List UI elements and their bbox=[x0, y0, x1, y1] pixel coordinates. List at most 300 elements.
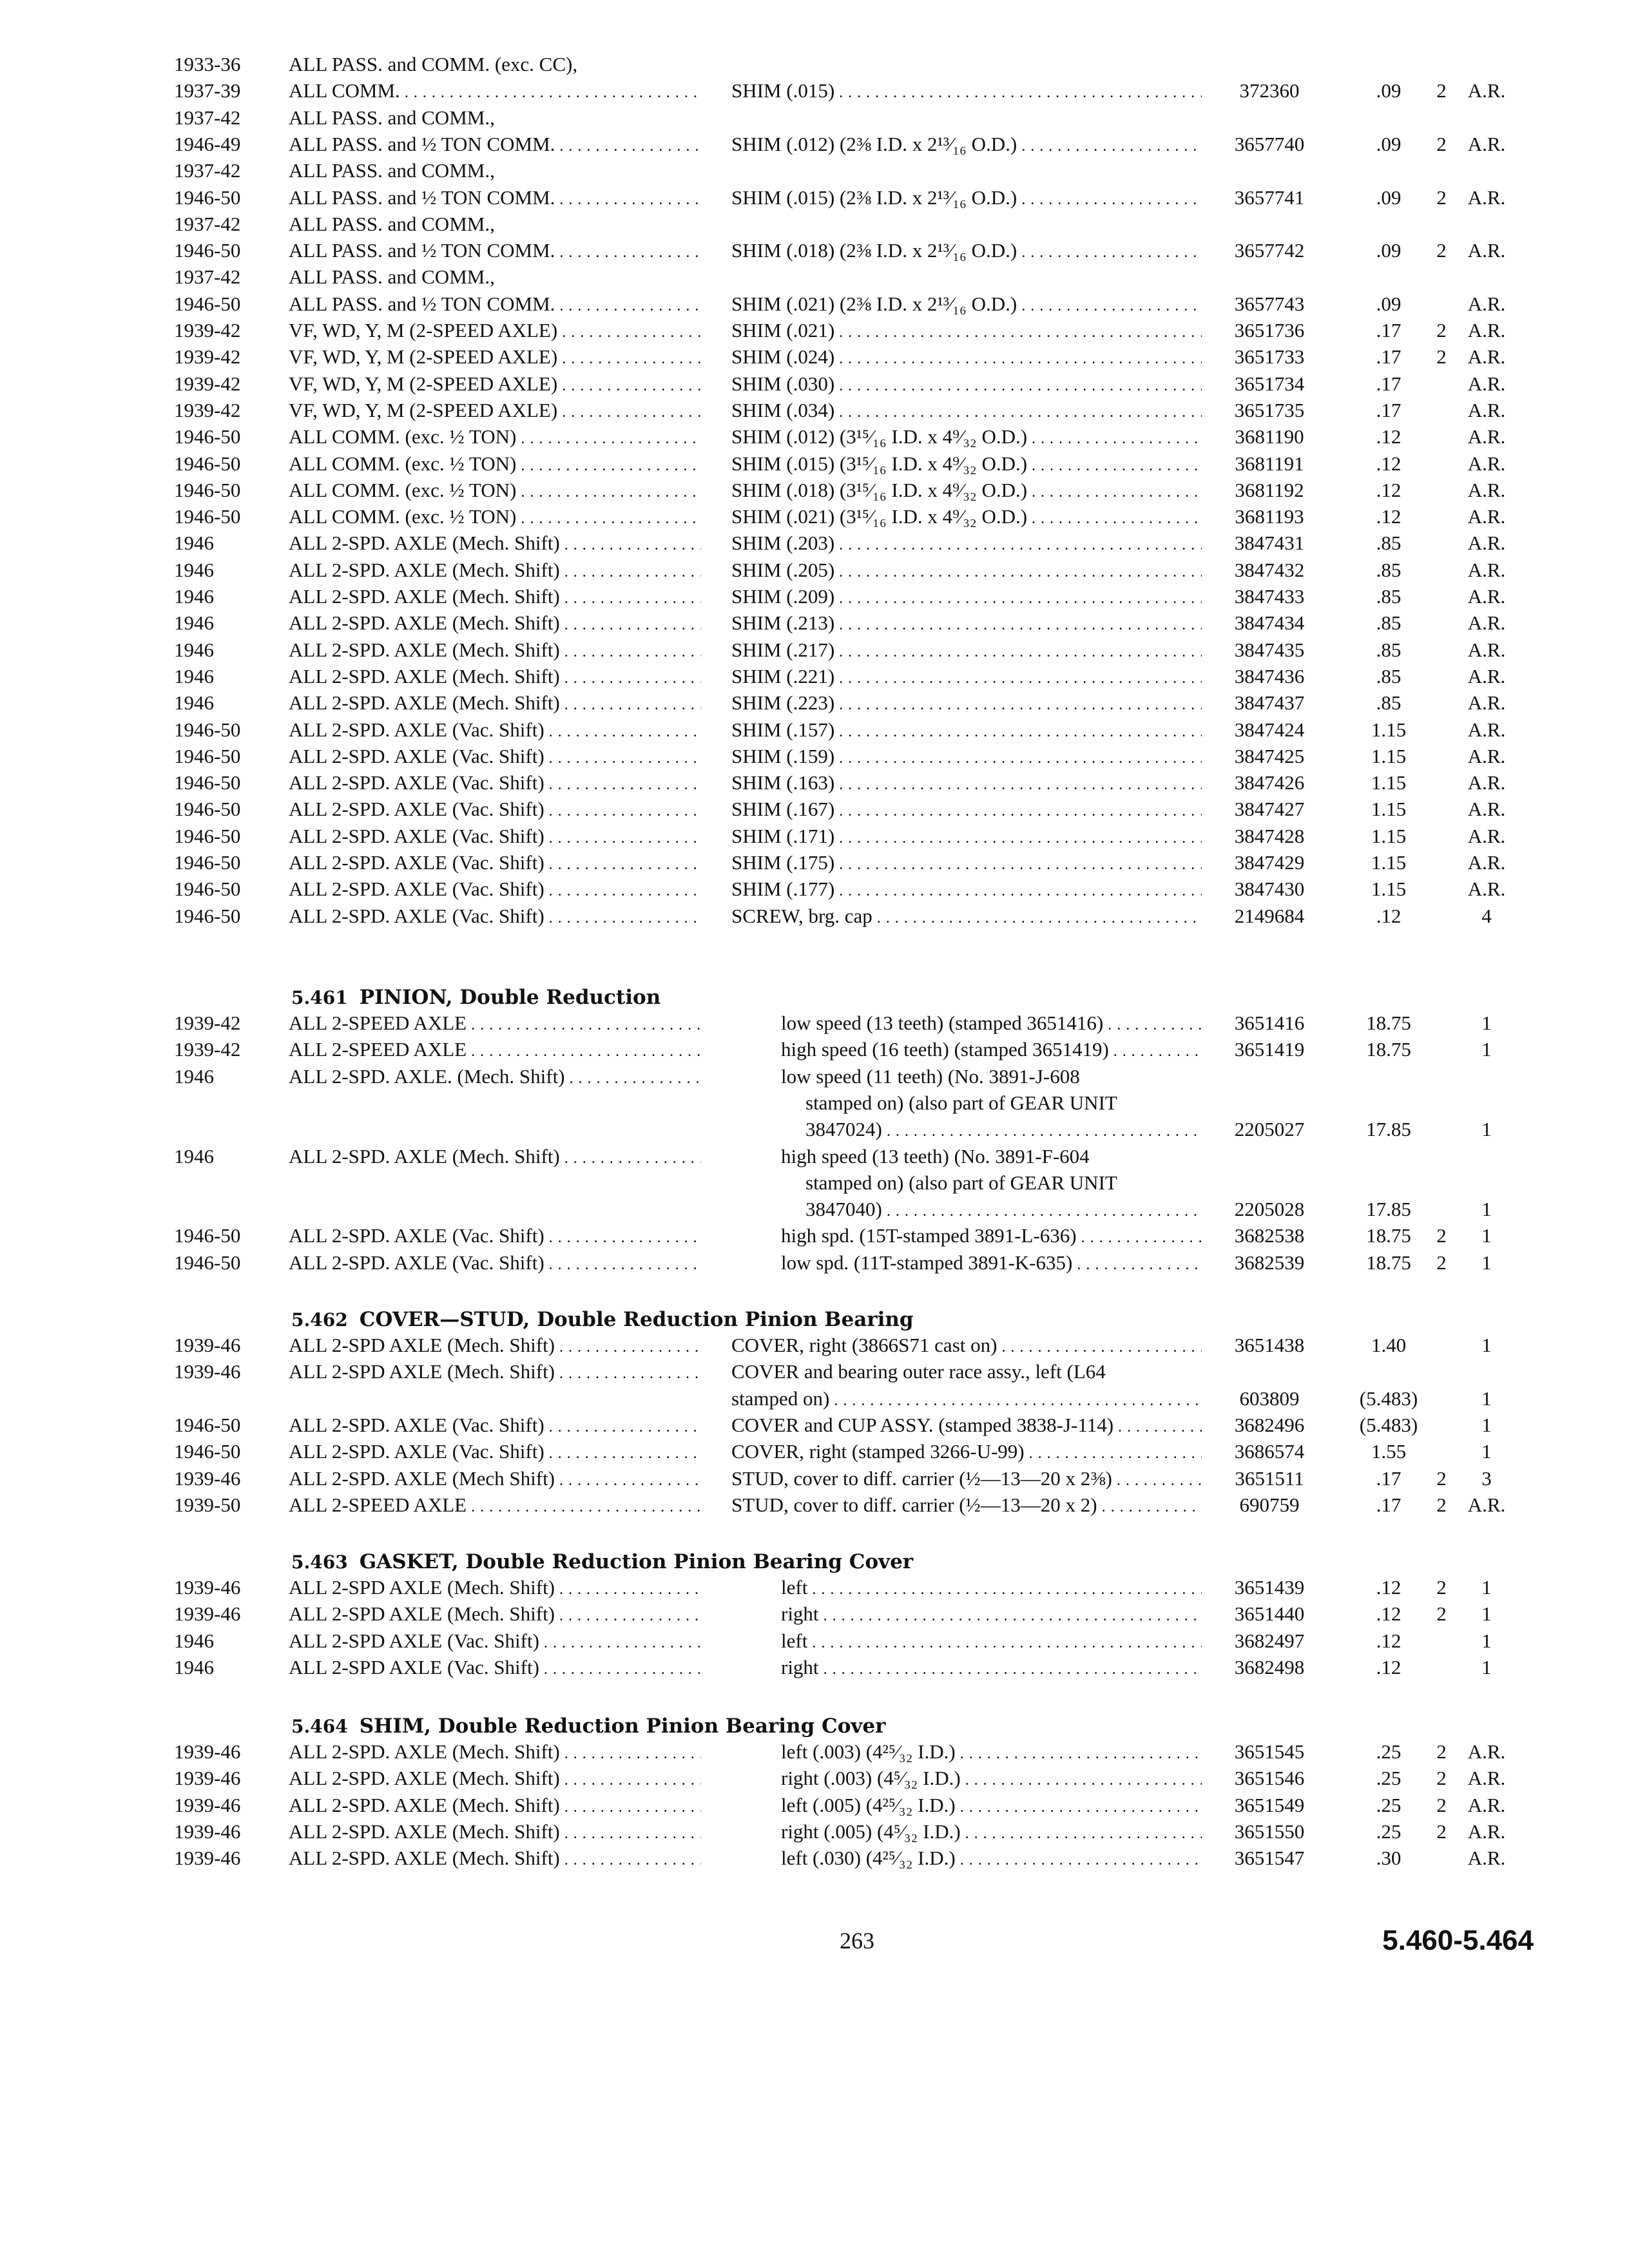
part-number-cell: 3681191 bbox=[1235, 452, 1304, 475]
table-row bbox=[0, 504, 1629, 530]
part-number-cell: 3682498 bbox=[1234, 1656, 1305, 1678]
usage-cell: A.R. bbox=[1467, 825, 1506, 847]
model-cell: ALL 2-SPD AXLE (Vac. Shift) . . . bbox=[289, 1655, 701, 1682]
model-cell: ALL 2-SPD. AXLE (Mech. Shift) . . . bbox=[289, 610, 701, 638]
description-cell: low spd. (11T-stamped 3891-K-635) . . . bbox=[781, 1250, 1202, 1278]
description-cell: right . . . bbox=[781, 1655, 1202, 1682]
description-cell: low speed (11 teeth) (No. 3891-J-608 bbox=[781, 1065, 1080, 1088]
part-number-cell: 3847424 bbox=[1234, 718, 1305, 741]
part-number-cell: 3847427 bbox=[1234, 798, 1305, 820]
description-cell: SHIM (.177) . . . bbox=[731, 876, 1202, 904]
table-row bbox=[0, 1037, 1629, 1062]
table-row bbox=[0, 1739, 1629, 1765]
part-number-cell: 3657742 bbox=[1234, 239, 1305, 262]
price-cell: 1.15 bbox=[1371, 878, 1407, 900]
part-number-cell: 3847434 bbox=[1234, 611, 1305, 634]
part-number-cell: 3686574 bbox=[1234, 1440, 1305, 1463]
model-cell: ALL 2-SPD. AXLE (Vac. Shift) . . . bbox=[289, 903, 701, 931]
description-cell: SHIM (.209) . . . bbox=[731, 584, 1202, 611]
part-number-cell: 3651545 bbox=[1234, 1740, 1305, 1763]
price-cell: 1.15 bbox=[1371, 851, 1407, 874]
price-cell: .85 bbox=[1376, 532, 1402, 554]
price-cell: 1.15 bbox=[1371, 798, 1407, 820]
quantity-cell: 2 bbox=[1436, 79, 1447, 102]
section-number: 5.461 bbox=[291, 987, 348, 1008]
description-cell: COVER, right (3866S71 cast on) . . . bbox=[731, 1332, 1202, 1360]
model-cell: ALL 2-SPD. AXLE (Mech. Shift) . . . bbox=[289, 690, 701, 718]
table-row bbox=[0, 1492, 1629, 1518]
description-cell: stamped on) (also part of GEAR UNIT bbox=[805, 1171, 1117, 1194]
table-row bbox=[0, 1117, 1629, 1142]
description-cell: SHIM (.223) . . . bbox=[731, 690, 1202, 718]
description-cell: right (.005) (4⁵⁄₃₂ I.D.) . . . bbox=[781, 1819, 1202, 1847]
model-cell: ALL PASS. and ½ TON COMM. . . . bbox=[289, 238, 701, 265]
year-cell: 1946 bbox=[174, 532, 214, 554]
part-number-cell: 3681193 bbox=[1235, 505, 1304, 528]
price-cell: .25 bbox=[1376, 1794, 1402, 1816]
table-row bbox=[0, 1332, 1629, 1358]
description-cell: STUD, cover to diff. carrier (½—13—20 x 2) . . . bbox=[731, 1492, 1202, 1520]
description-cell: high spd. (15T-stamped 3891-L-636) . . . bbox=[781, 1223, 1202, 1251]
year-cell: 1946-50 bbox=[174, 905, 241, 927]
price-cell: 1.15 bbox=[1371, 745, 1407, 767]
table-row bbox=[0, 1064, 1629, 1090]
table-row bbox=[0, 1170, 1629, 1196]
price-cell: .09 bbox=[1376, 79, 1402, 102]
description-cell: left . . . bbox=[781, 1575, 1202, 1602]
quantity-cell: 2 bbox=[1436, 1224, 1447, 1247]
price-cell: .09 bbox=[1376, 293, 1402, 315]
usage-cell: 1 bbox=[1481, 1334, 1492, 1356]
part-number-cell: 3651546 bbox=[1234, 1767, 1305, 1789]
model-cell: ALL 2-SPD. AXLE (Vac. Shift) . . . bbox=[289, 796, 701, 824]
table-row bbox=[0, 903, 1629, 929]
table-row bbox=[0, 557, 1629, 583]
quantity-cell: 2 bbox=[1436, 1794, 1447, 1816]
usage-cell: A.R. bbox=[1467, 1767, 1506, 1789]
description-cell: SHIM (.015) (2⅜ I.D. x 2¹³⁄₁₆ O.D.) . . . bbox=[731, 185, 1202, 213]
usage-cell: A.R. bbox=[1467, 1740, 1506, 1763]
table-row bbox=[0, 424, 1629, 450]
model-cell: ALL 2-SPD. AXLE (Mech. Shift) . . . bbox=[289, 1819, 701, 1847]
usage-cell: 4 bbox=[1481, 905, 1492, 927]
quantity-cell: 2 bbox=[1436, 345, 1447, 368]
description-cell: SHIM (.021) (2⅜ I.D. x 2¹³⁄₁₆ O.D.) . . . bbox=[731, 291, 1202, 319]
model-cell: ALL 2-SPD. AXLE (Mech. Shift) . . . bbox=[289, 1845, 701, 1873]
price-cell: (5.483) bbox=[1359, 1387, 1418, 1410]
model-cell: ALL 2-SPD. AXLE. (Mech. Shift) . . . bbox=[289, 1064, 701, 1091]
usage-cell: A.R. bbox=[1467, 372, 1506, 395]
year-cell: 1946-50 bbox=[174, 1440, 241, 1463]
model-cell: ALL 2-SPD AXLE (Vac. Shift) . . . bbox=[289, 1628, 701, 1656]
model-cell: ALL 2-SPD. AXLE (Vac. Shift) . . . bbox=[289, 823, 701, 851]
description-cell: SHIM (.015) . . . bbox=[731, 78, 1202, 106]
part-number-cell: 372360 bbox=[1239, 79, 1300, 102]
part-number-cell: 3847431 bbox=[1234, 532, 1305, 554]
part-number-cell: 3847426 bbox=[1234, 771, 1305, 794]
section-number: 5.462 bbox=[291, 1309, 348, 1331]
year-cell: 1946-50 bbox=[174, 452, 241, 475]
price-cell: 18.75 bbox=[1366, 1224, 1411, 1247]
part-number-cell: 690759 bbox=[1239, 1494, 1300, 1516]
table-row bbox=[0, 1196, 1629, 1222]
table-row bbox=[0, 264, 1629, 290]
description-cell: STUD, cover to diff. carrier (½—13—20 x 2⅜) . . . bbox=[731, 1466, 1202, 1494]
description-cell: SHIM (.171) . . . bbox=[731, 823, 1202, 851]
year-cell: 1939-42 bbox=[174, 372, 241, 395]
model-cell: ALL COMM. (exc. ½ TON) . . . bbox=[289, 504, 701, 532]
table-row bbox=[0, 1223, 1629, 1249]
year-cell: 1946 bbox=[174, 691, 214, 714]
section-title: GASKET, Double Reduction Pinion Bearing Cover bbox=[359, 1550, 914, 1573]
part-number-cell: 3847430 bbox=[1234, 878, 1305, 900]
usage-cell: A.R. bbox=[1467, 798, 1506, 820]
table-row bbox=[0, 1601, 1629, 1627]
model-cell: ALL 2-SPD. AXLE (Vac. Shift) . . . bbox=[289, 770, 701, 798]
model-cell: ALL 2-SPD. AXLE (Vac. Shift) . . . bbox=[289, 1223, 701, 1251]
model-cell: ALL 2-SPD. AXLE (Vac. Shift) . . . bbox=[289, 1250, 701, 1278]
year-cell: 1939-46 bbox=[174, 1334, 241, 1356]
table-row bbox=[0, 211, 1629, 237]
part-number-cell: 3847432 bbox=[1234, 559, 1305, 581]
usage-cell: A.R. bbox=[1467, 639, 1506, 661]
price-cell: 1.15 bbox=[1371, 771, 1407, 794]
table-row bbox=[0, 52, 1629, 77]
usage-cell: A.R. bbox=[1467, 745, 1506, 767]
year-cell: 1937-42 bbox=[174, 159, 241, 182]
year-cell: 1946 bbox=[174, 665, 214, 687]
year-cell: 1946-50 bbox=[174, 878, 241, 900]
price-cell: .25 bbox=[1376, 1767, 1402, 1789]
table-row bbox=[0, 1575, 1629, 1600]
model-cell: ALL 2-SPD. AXLE (Vac. Shift) . . . bbox=[289, 1412, 701, 1440]
year-cell: 1937-42 bbox=[174, 213, 241, 235]
usage-cell: A.R. bbox=[1467, 611, 1506, 634]
table-row bbox=[0, 690, 1629, 716]
price-cell: 17.85 bbox=[1366, 1198, 1411, 1220]
section-range: 5.460-5.464 bbox=[1382, 1925, 1534, 1956]
part-number-cell: 2149684 bbox=[1234, 905, 1305, 927]
model-cell: ALL 2-SPEED AXLE . . . bbox=[289, 1010, 701, 1038]
part-number-cell: 3651419 bbox=[1234, 1038, 1305, 1061]
table-row bbox=[0, 1765, 1629, 1791]
table-row bbox=[0, 823, 1629, 849]
usage-cell: A.R. bbox=[1467, 505, 1506, 528]
model-cell: ALL PASS. and COMM., bbox=[289, 106, 495, 129]
usage-cell: A.R. bbox=[1467, 771, 1506, 794]
price-cell: .12 bbox=[1376, 479, 1402, 501]
year-cell: 1939-46 bbox=[174, 1794, 241, 1816]
usage-cell: A.R. bbox=[1467, 186, 1506, 209]
usage-cell: 1 bbox=[1481, 1656, 1492, 1678]
table-row bbox=[0, 1845, 1629, 1871]
price-cell: .12 bbox=[1376, 1656, 1402, 1678]
model-cell: ALL 2-SPD. AXLE (Vac. Shift) . . . bbox=[289, 850, 701, 878]
table-row bbox=[0, 477, 1629, 503]
price-cell: (5.483) bbox=[1359, 1414, 1418, 1436]
description-cell: SHIM (.221) . . . bbox=[731, 664, 1202, 691]
part-number-cell: 603809 bbox=[1239, 1387, 1300, 1410]
model-cell: ALL PASS. and ½ TON COMM. . . . bbox=[289, 131, 701, 159]
table-row bbox=[0, 131, 1629, 157]
description-cell: SHIM (.012) (2⅜ I.D. x 2¹³⁄₁₆ O.D.) . . . bbox=[731, 131, 1202, 159]
quantity-cell: 2 bbox=[1436, 1576, 1447, 1599]
table-row bbox=[0, 185, 1629, 211]
table-row bbox=[0, 876, 1629, 902]
model-cell: ALL COMM. . . . bbox=[289, 78, 701, 106]
model-cell: VF, WD, Y, M (2-SPEED AXLE) . . . bbox=[289, 344, 701, 372]
table-row bbox=[0, 1250, 1629, 1276]
year-cell: 1939-46 bbox=[174, 1847, 241, 1869]
price-cell: 1.55 bbox=[1371, 1440, 1407, 1463]
price-cell: .17 bbox=[1376, 345, 1402, 368]
usage-cell: A.R. bbox=[1467, 345, 1506, 368]
model-cell: VF, WD, Y, M (2-SPEED AXLE) . . . bbox=[289, 318, 701, 345]
year-cell: 1939-42 bbox=[174, 319, 241, 341]
model-cell: ALL COMM. (exc. ½ TON) . . . bbox=[289, 424, 701, 452]
model-cell: ALL PASS. and COMM., bbox=[289, 265, 495, 288]
description-cell: SHIM (.018) (3¹⁵⁄₁₆ I.D. x 4⁹⁄₃₂ O.D.) . . . bbox=[731, 477, 1202, 505]
price-cell: .09 bbox=[1376, 239, 1402, 262]
quantity-cell: 2 bbox=[1436, 186, 1447, 209]
price-cell: .25 bbox=[1376, 1740, 1402, 1763]
model-cell: ALL 2-SPD AXLE (Mech. Shift) . . . bbox=[289, 1359, 701, 1387]
model-cell: ALL 2-SPD. AXLE (Mech. Shift) . . . bbox=[289, 1144, 701, 1171]
year-cell: 1946-50 bbox=[174, 425, 241, 448]
model-cell: ALL 2-SPD. AXLE (Mech. Shift) . . . bbox=[289, 557, 701, 585]
table-row bbox=[0, 1144, 1629, 1169]
usage-cell: A.R. bbox=[1467, 479, 1506, 501]
usage-cell: A.R. bbox=[1467, 718, 1506, 741]
year-cell: 1939-42 bbox=[174, 1038, 241, 1061]
table-row bbox=[0, 1466, 1629, 1492]
usage-cell: A.R. bbox=[1467, 293, 1506, 315]
usage-cell: 1 bbox=[1481, 1038, 1492, 1061]
model-cell: ALL 2-SPD AXLE (Mech. Shift) . . . bbox=[289, 1332, 701, 1360]
quantity-cell: 2 bbox=[1436, 239, 1447, 262]
part-number-cell: 3682496 bbox=[1234, 1414, 1305, 1436]
part-number-cell: 3651549 bbox=[1234, 1794, 1305, 1816]
description-cell: SHIM (.015) (3¹⁵⁄₁₆ I.D. x 4⁹⁄₃₂ O.D.) . . . bbox=[731, 451, 1202, 479]
year-cell: 1946 bbox=[174, 1629, 214, 1652]
part-number-cell: 3682538 bbox=[1234, 1224, 1305, 1247]
price-cell: .85 bbox=[1376, 611, 1402, 634]
part-number-cell: 3681192 bbox=[1235, 479, 1304, 501]
price-cell: .09 bbox=[1376, 133, 1402, 155]
part-number-cell: 3682497 bbox=[1234, 1629, 1305, 1652]
quantity-cell: 2 bbox=[1436, 1740, 1447, 1763]
model-cell: ALL 2-SPD. AXLE (Vac. Shift) . . . bbox=[289, 744, 701, 771]
price-cell: .85 bbox=[1376, 691, 1402, 714]
part-number-cell: 3682539 bbox=[1234, 1251, 1305, 1274]
year-cell: 1946-50 bbox=[174, 718, 241, 741]
table-row bbox=[0, 291, 1629, 317]
part-number-cell: 3651734 bbox=[1234, 372, 1305, 395]
price-cell: .17 bbox=[1376, 1494, 1402, 1516]
model-cell: ALL 2-SPD AXLE (Mech. Shift) . . . bbox=[289, 1601, 701, 1629]
model-cell: ALL 2-SPD. AXLE (Vac. Shift) . . . bbox=[289, 876, 701, 904]
part-number-cell: 3847436 bbox=[1234, 665, 1305, 687]
table-row bbox=[0, 105, 1629, 131]
usage-cell: 1 bbox=[1481, 1602, 1492, 1625]
year-cell: 1946-50 bbox=[174, 186, 241, 209]
description-cell: SHIM (.217) . . . bbox=[731, 637, 1202, 665]
description-cell: SHIM (.203) . . . bbox=[731, 530, 1202, 558]
description-cell: SHIM (.021) . . . bbox=[731, 318, 1202, 345]
quantity-cell: 2 bbox=[1436, 1251, 1447, 1274]
model-cell: ALL PASS. and ½ TON COMM. . . . bbox=[289, 291, 701, 319]
part-number-cell: 3657740 bbox=[1234, 133, 1305, 155]
description-cell: left (.005) (4²⁵⁄₃₂ I.D.) . . . bbox=[781, 1792, 1202, 1820]
year-cell: 1946 bbox=[174, 1065, 214, 1088]
year-cell: 1946-49 bbox=[174, 133, 241, 155]
year-cell: 1946-50 bbox=[174, 1224, 241, 1247]
model-cell: ALL 2-SPEED AXLE . . . bbox=[289, 1492, 701, 1520]
usage-cell: A.R. bbox=[1467, 239, 1506, 262]
description-cell: SHIM (.021) (3¹⁵⁄₁₆ I.D. x 4⁹⁄₃₂ O.D.) . . . bbox=[731, 504, 1202, 532]
table-row bbox=[0, 238, 1629, 264]
usage-cell: 1 bbox=[1481, 1251, 1492, 1274]
year-cell: 1946-50 bbox=[174, 825, 241, 847]
price-cell: .17 bbox=[1376, 1467, 1402, 1490]
part-number-cell: 3651416 bbox=[1234, 1012, 1305, 1034]
table-row bbox=[0, 1412, 1629, 1438]
price-cell: 1.15 bbox=[1371, 718, 1407, 741]
year-cell: 1939-46 bbox=[174, 1360, 241, 1383]
usage-cell: 1 bbox=[1481, 1224, 1492, 1247]
description-cell: SHIM (.213) . . . bbox=[731, 610, 1202, 638]
table-row bbox=[0, 1655, 1629, 1680]
model-cell: ALL PASS. and COMM., bbox=[289, 159, 495, 182]
table-row bbox=[0, 850, 1629, 876]
description-cell: SHIM (.034) . . . bbox=[731, 398, 1202, 425]
year-cell: 1937-42 bbox=[174, 265, 241, 288]
table-row bbox=[0, 610, 1629, 636]
description-cell: high speed (16 teeth) (stamped 3651419) . . . bbox=[781, 1037, 1202, 1064]
model-cell: ALL 2-SPD. AXLE (Mech. Shift) . . . bbox=[289, 637, 701, 665]
part-number-cell: 3847437 bbox=[1234, 691, 1305, 714]
model-cell: ALL 2-SPD. AXLE (Mech Shift) . . . bbox=[289, 1466, 701, 1494]
price-cell: .30 bbox=[1376, 1847, 1402, 1869]
usage-cell: A.R. bbox=[1467, 425, 1506, 448]
usage-cell: 3 bbox=[1481, 1467, 1492, 1490]
table-row bbox=[0, 398, 1629, 423]
year-cell: 1946-50 bbox=[174, 771, 241, 794]
price-cell: .85 bbox=[1376, 639, 1402, 661]
table-row bbox=[0, 744, 1629, 769]
price-cell: .17 bbox=[1376, 319, 1402, 341]
model-cell: VF, WD, Y, M (2-SPEED AXLE) . . . bbox=[289, 398, 701, 425]
model-cell: ALL COMM. (exc. ½ TON) . . . bbox=[289, 451, 701, 479]
year-cell: 1946 bbox=[174, 559, 214, 581]
usage-cell: A.R. bbox=[1467, 399, 1506, 421]
part-number-cell: 2205028 bbox=[1234, 1198, 1305, 1220]
year-cell: 1946-50 bbox=[174, 851, 241, 874]
usage-cell: 1 bbox=[1481, 1440, 1492, 1463]
price-cell: .85 bbox=[1376, 559, 1402, 581]
price-cell: 18.75 bbox=[1366, 1012, 1411, 1034]
usage-cell: 1 bbox=[1481, 1414, 1492, 1436]
price-cell: .25 bbox=[1376, 1820, 1402, 1843]
table-row bbox=[0, 1010, 1629, 1036]
section-title: PINION, Double Reduction bbox=[359, 986, 661, 1009]
model-cell: ALL 2-SPEED AXLE . . . bbox=[289, 1037, 701, 1064]
usage-cell: A.R. bbox=[1467, 878, 1506, 900]
year-cell: 1937-42 bbox=[174, 106, 241, 129]
part-number-cell: 3651440 bbox=[1234, 1602, 1305, 1625]
year-cell: 1946-50 bbox=[174, 798, 241, 820]
part-number-cell: 3847429 bbox=[1234, 851, 1305, 874]
price-cell: 18.75 bbox=[1366, 1038, 1411, 1061]
year-cell: 1939-46 bbox=[174, 1820, 241, 1843]
description-cell: stamped on) . . . bbox=[731, 1386, 1202, 1414]
table-row bbox=[0, 796, 1629, 822]
model-cell: ALL PASS. and ½ TON COMM. . . . bbox=[289, 185, 701, 213]
year-cell: 1939-50 bbox=[174, 1494, 241, 1516]
year-cell: 1939-42 bbox=[174, 345, 241, 368]
usage-cell: 1 bbox=[1481, 1629, 1492, 1652]
section-number: 5.464 bbox=[291, 1716, 348, 1737]
year-cell: 1939-46 bbox=[174, 1740, 241, 1763]
model-cell: ALL 2-SPD. AXLE (Vac. Shift) . . . bbox=[289, 717, 701, 745]
part-number-cell: 3847433 bbox=[1234, 585, 1305, 608]
year-cell: 1946-50 bbox=[174, 1251, 241, 1274]
part-number-cell: 3681190 bbox=[1235, 425, 1304, 448]
part-number-cell: 3651438 bbox=[1234, 1334, 1305, 1356]
price-cell: .12 bbox=[1376, 1602, 1402, 1625]
table-row bbox=[0, 344, 1629, 370]
table-row bbox=[0, 530, 1629, 556]
description-cell: right (.003) (4⁵⁄₃₂ I.D.) . . . bbox=[781, 1765, 1202, 1793]
part-number-cell: 3657741 bbox=[1234, 186, 1305, 209]
part-number-cell: 3847435 bbox=[1234, 639, 1305, 661]
section-heading-5-464 bbox=[291, 1713, 885, 1739]
table-row bbox=[0, 1628, 1629, 1654]
table-row bbox=[0, 637, 1629, 663]
usage-cell: 1 bbox=[1481, 1387, 1492, 1410]
description-cell: SHIM (.159) . . . bbox=[731, 744, 1202, 771]
part-number-cell: 3651735 bbox=[1234, 399, 1305, 421]
model-cell: VF, WD, Y, M (2-SPEED AXLE) . . . bbox=[289, 371, 701, 399]
table-row bbox=[0, 1792, 1629, 1818]
table-row bbox=[0, 770, 1629, 796]
price-cell: .09 bbox=[1376, 186, 1402, 209]
table-row bbox=[0, 717, 1629, 743]
part-number-cell: 3651511 bbox=[1235, 1467, 1304, 1490]
price-cell: 18.75 bbox=[1366, 1251, 1411, 1274]
usage-cell: 1 bbox=[1481, 1012, 1492, 1034]
model-cell: ALL 2-SPD. AXLE (Vac. Shift) . . . bbox=[289, 1439, 701, 1466]
table-row bbox=[0, 318, 1629, 343]
usage-cell: 1 bbox=[1481, 1576, 1492, 1599]
price-cell: .17 bbox=[1376, 399, 1402, 421]
description-cell: left (.003) (4²⁵⁄₃₂ I.D.) . . . bbox=[781, 1739, 1202, 1767]
quantity-cell: 2 bbox=[1436, 133, 1447, 155]
price-cell: .17 bbox=[1376, 372, 1402, 395]
year-cell: 1946 bbox=[174, 1656, 214, 1678]
table-row bbox=[0, 1090, 1629, 1116]
description-cell: SHIM (.012) (3¹⁵⁄₁₆ I.D. x 4⁹⁄₃₂ O.D.) . . . bbox=[731, 424, 1202, 452]
model-cell: ALL PASS. and COMM., bbox=[289, 213, 495, 235]
description-cell: 3847040) . . . bbox=[805, 1196, 1202, 1224]
usage-cell: A.R. bbox=[1467, 1794, 1506, 1816]
table-row bbox=[0, 158, 1629, 184]
year-cell: 1946 bbox=[174, 1145, 214, 1168]
description-cell: SCREW, brg. cap . . . bbox=[731, 903, 1202, 931]
year-cell: 1946-50 bbox=[174, 505, 241, 528]
description-cell: left (.030) (4²⁵⁄₃₂ I.D.) . . . bbox=[781, 1845, 1202, 1873]
price-cell: 1.40 bbox=[1371, 1334, 1407, 1356]
